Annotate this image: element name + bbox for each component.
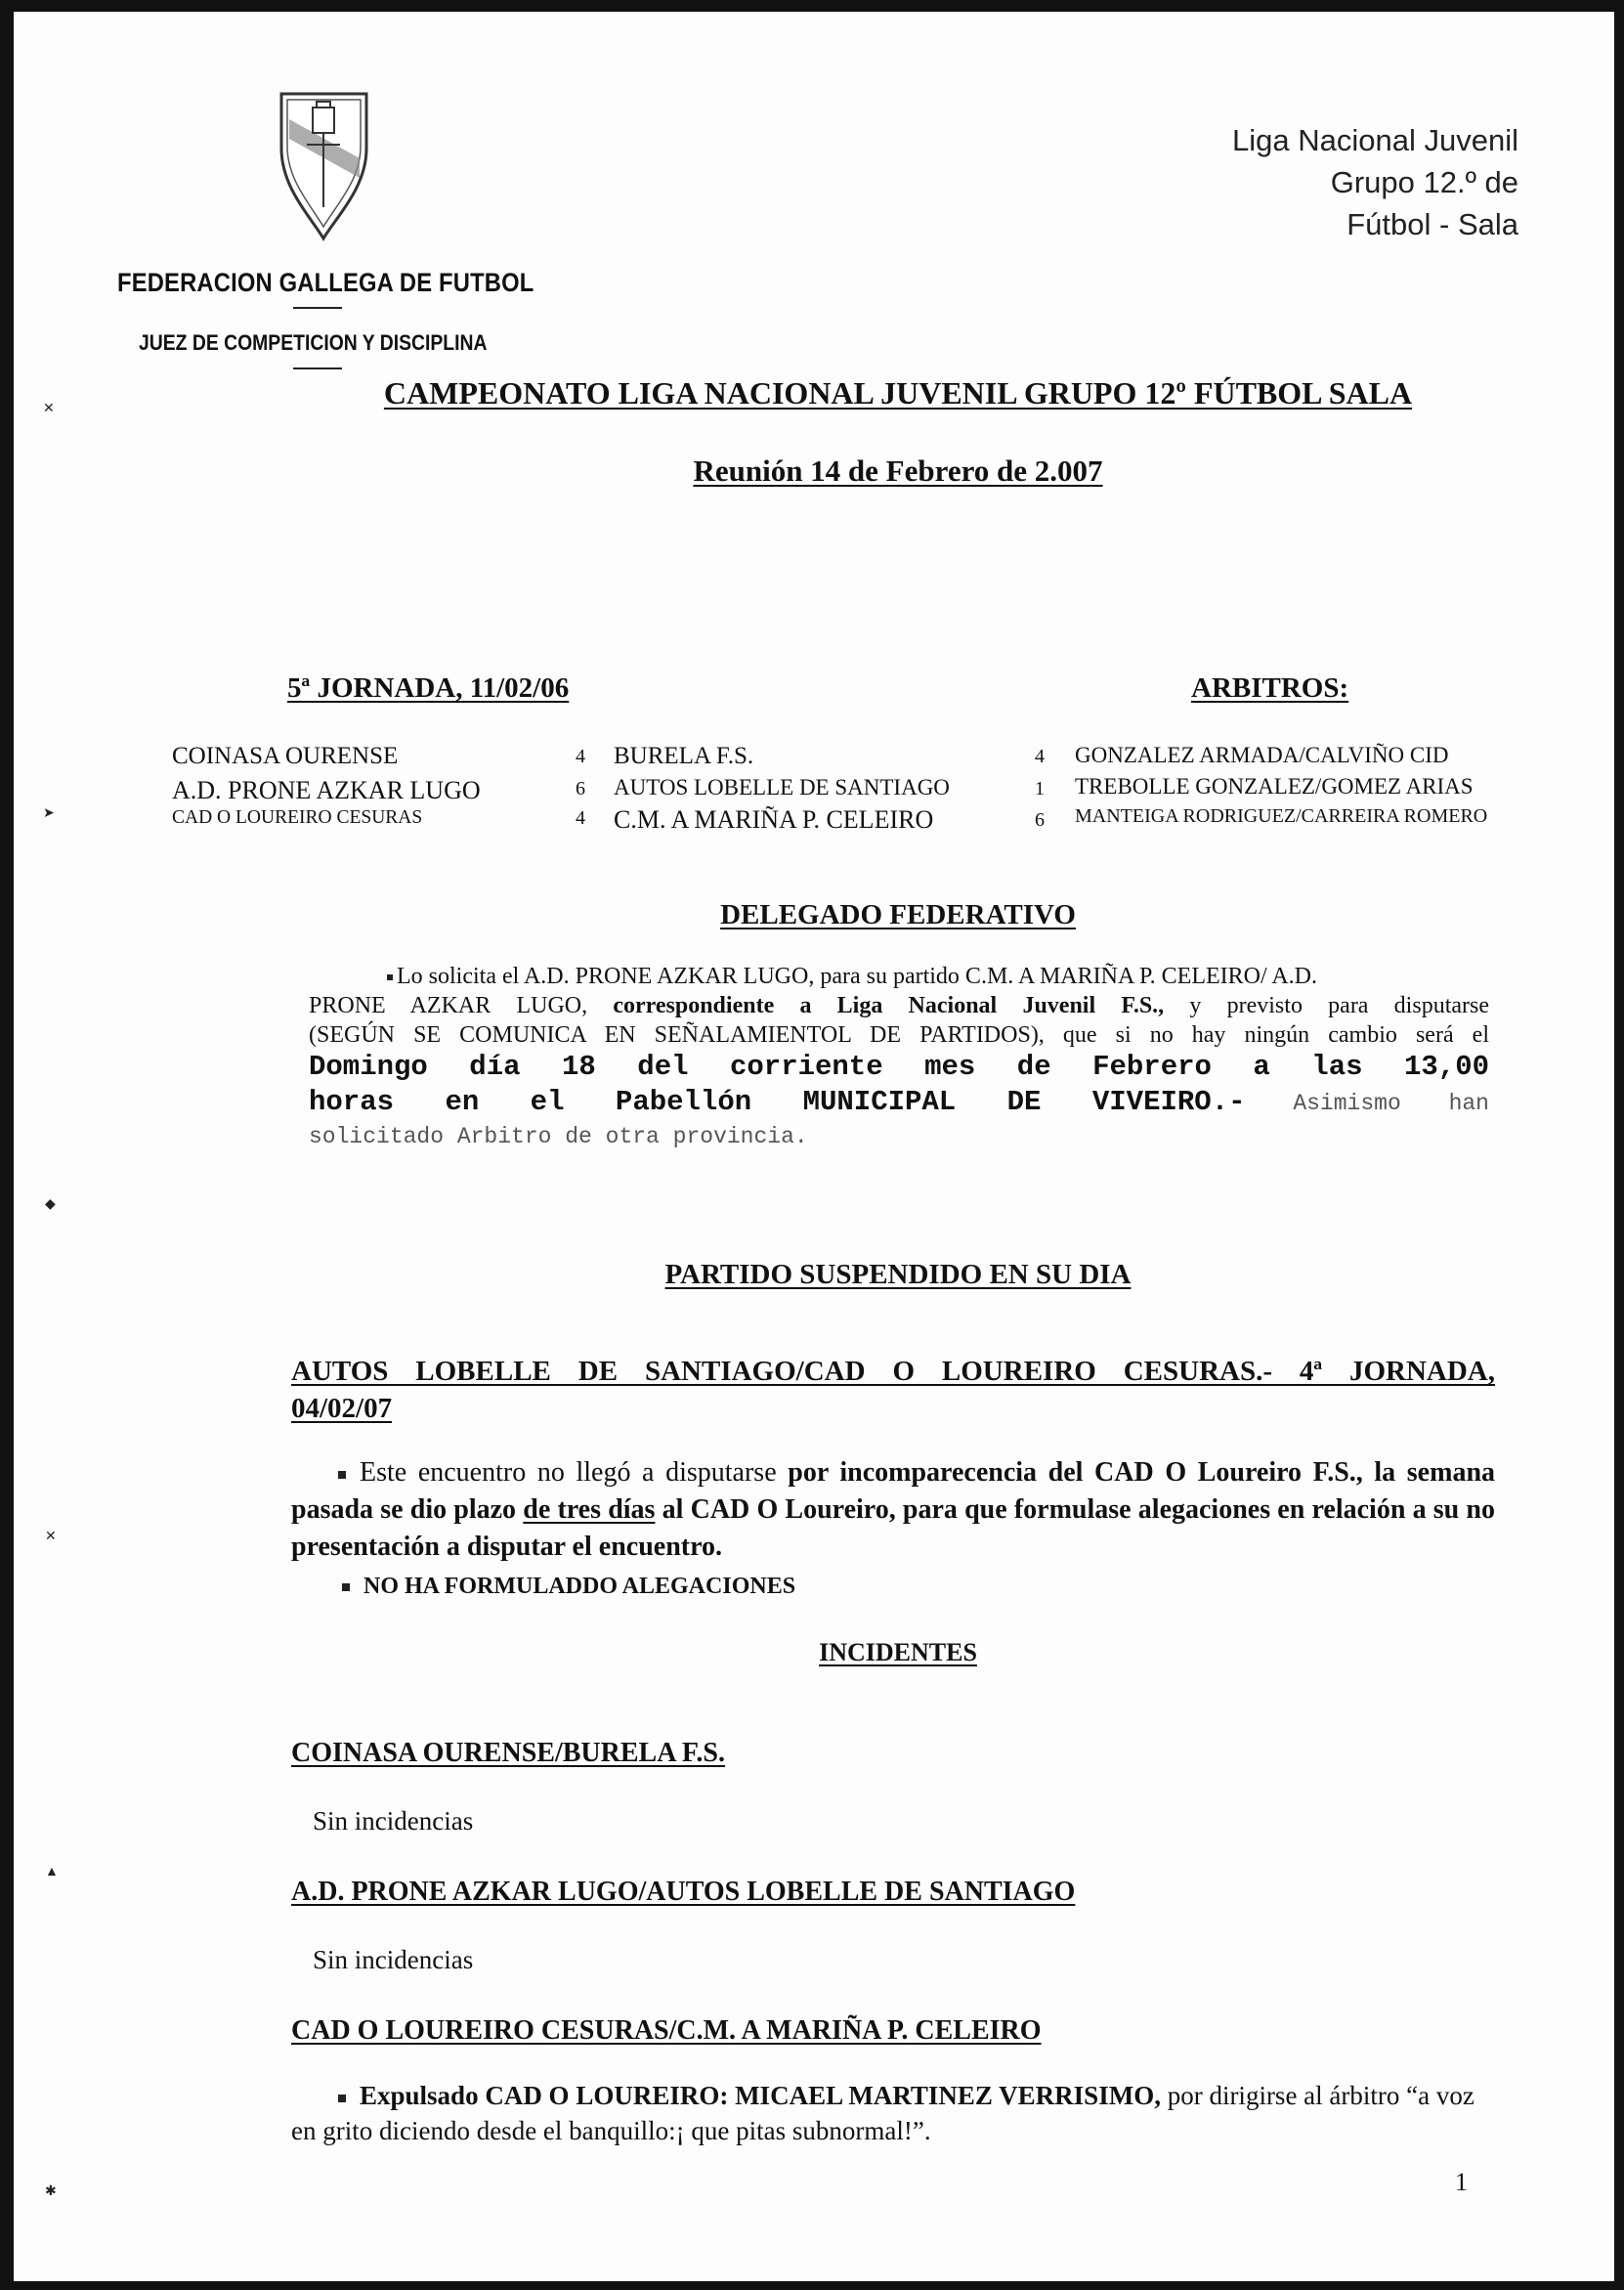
away-score: 4 <box>1035 746 1045 767</box>
league-line: Liga Nacional Juvenil <box>1232 123 1518 157</box>
jornada-heading: 5ª JORNADA, 11/02/06 <box>287 672 570 704</box>
away-team: C.M. A MARIÑA P. CELEIRO <box>614 805 934 834</box>
match-venue: horas en el Pabellón MUNICIPAL DE VIVEIRO.- <box>309 1086 1246 1118</box>
delegado-line: Lo solicita el A.D. PRONE AZKAR LUGO, para su partido C.M. A MARIÑA P. CELEIRO/ A.D. <box>397 964 1317 989</box>
expulsion-paragraph: Expulsado CAD O LOUREIRO: MICAEL MARTINEZ VERRISIMO, por dirigirse al árbitro “a voz en grito diciendo desde el banquillo:¡ que pitas subnormal!”. <box>291 2081 1474 2145</box>
judge-title: JUEZ DE COMPETICION Y DISCIPLINA <box>139 330 488 355</box>
league-line: Grupo 12.º de <box>1330 165 1518 199</box>
scan-mark: ◆ <box>45 1197 56 1212</box>
league-heading <box>1232 119 1518 245</box>
incidents-heading: INCIDENTES <box>819 1638 977 1666</box>
referees: MANTEIGA RODRIGUEZ/CARREIRA ROMERO <box>1075 805 1488 827</box>
home-score: 4 <box>576 807 585 829</box>
meeting-date: Reunión 14 de Febrero de 2.007 <box>693 454 1103 488</box>
away-score: 6 <box>1035 809 1045 831</box>
delegado-heading: DELEGADO FEDERATIVO <box>720 899 1076 930</box>
page-number: 1 <box>1455 2168 1468 2196</box>
scan-mark: ✕ <box>45 1530 57 1544</box>
document-page <box>14 12 1614 2281</box>
suspended-paragraph: Este encuentro no llegó a disputarse por incomparecencia del CAD O Loureiro F.S., la semana pasada se dio plazo de tres días al CAD O Loureiro, para que formulase alegaciones en relación a su no presentación a disputar el encuentro. <box>291 1457 1496 1562</box>
incident-match-title: COINASA OURENSE/BURELA F.S. <box>291 1738 725 1768</box>
incident-match-title: A.D. PRONE AZKAR LUGO/AUTOS LOBELLE DE SANTIAGO <box>291 1877 1076 1907</box>
scan-mark: ▲ <box>45 1865 59 1880</box>
delegado-line: (SEGÚN SE COMUNICA EN SEÑALAMIENTOL DE PARTIDOS), que si no hay ningún cambio será el <box>309 1022 1489 1048</box>
home-score: 4 <box>576 746 585 767</box>
suspended-heading: PARTIDO SUSPENDIDO EN SU DIA <box>664 1259 1132 1290</box>
incident-text: Sin incidencias <box>313 1945 474 1974</box>
document-title: CAMPEONATO LIGA NACIONAL JUVENIL GRUPO 12º FÚTBOL SALA <box>383 375 1413 410</box>
home-score: 6 <box>576 778 585 799</box>
scan-mark: ➤ <box>43 806 55 821</box>
away-score: 1 <box>1035 778 1045 799</box>
away-team: BURELA F.S. <box>614 743 754 769</box>
federation-name: FEDERACION GALLEGA DE FUTBOL <box>117 268 534 297</box>
incident-text: Sin incidencias <box>313 1806 474 1836</box>
referees: GONZALEZ ARMADA/CALVIÑO CID <box>1075 743 1449 767</box>
match-schedule: Domingo día 18 del corriente mes de Febrero a las 13,00 <box>309 1051 1489 1083</box>
away-team: AUTOS LOBELLE DE SANTIAGO <box>614 775 950 799</box>
home-team: A.D. PRONE AZKAR LUGO <box>172 776 481 804</box>
scan-mark: ✕ <box>43 402 55 416</box>
league-line: Fútbol - Sala <box>1346 207 1518 241</box>
federation-crest-icon <box>278 90 370 241</box>
delegado-note: solicitado Arbitro de otra provincia. <box>309 1124 808 1149</box>
delegado-paragraph: Lo solicita el A.D. PRONE AZKAR LUGO, para su partido C.M. A MARIÑA P. CELEIRO/ A.D. PRONE AZKAR LUGO, correspondiente a Liga Nacional Juvenil F.S., y previsto para disputarse (SEGÚN SE COMUNICA EN SEÑALAMIENTOL DE PARTIDOS), que si no hay ningún cambio será el Domingo día 18 del corriente mes de Febrero a las 13,00 horas en el Pabellón MUNICIPAL DE VIVEIRO.- Asimismo han solicitado Arbitro de otra provincia. <box>309 962 1489 1153</box>
referees-heading: ARBITROS: <box>1191 672 1349 704</box>
divider <box>293 367 342 369</box>
home-team: CAD O LOUREIRO CESURAS <box>172 807 423 828</box>
suspended-match-title: AUTOS LOBELLE DE SANTIAGO/CAD O LOUREIRO CESURAS.- 4ª JORNADA, 04/02/07 <box>291 1356 1495 1424</box>
home-team: COINASA OURENSE <box>172 743 399 769</box>
referees: TREBOLLE GONZALEZ/GOMEZ ARIAS <box>1075 774 1474 799</box>
scan-mark: ✱ <box>45 2184 57 2199</box>
no-allegations-note: NO HA FORMULADDO ALEGACIONES <box>342 1574 795 1600</box>
incident-match-title: CAD O LOUREIRO CESURAS/C.M. A MARIÑA P. CELEIRO <box>291 2015 1042 2046</box>
divider <box>293 307 342 309</box>
